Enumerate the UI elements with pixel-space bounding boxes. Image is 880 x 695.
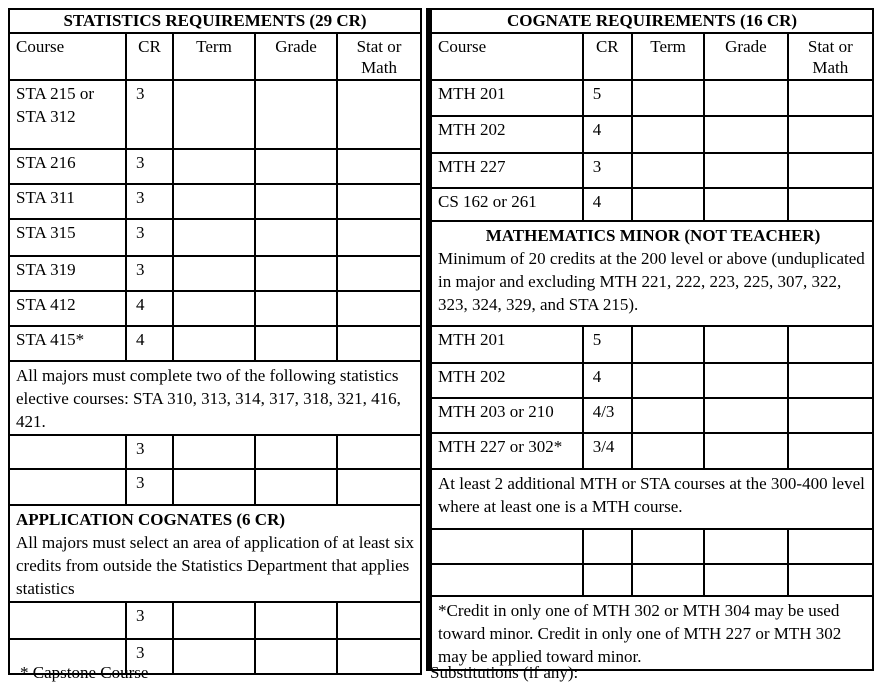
term-cell xyxy=(632,398,704,433)
course-row xyxy=(9,149,421,184)
cr-cell: 3/4 xyxy=(583,433,632,469)
grade-cell xyxy=(255,256,337,291)
term-cell xyxy=(173,639,255,674)
elective-row xyxy=(9,435,421,469)
course-row xyxy=(9,291,421,326)
stat-or-math-cell xyxy=(337,639,421,674)
cr-cell xyxy=(583,529,632,564)
statistics-requirements-table xyxy=(8,8,422,675)
cr-column-header: CR xyxy=(126,33,173,80)
grade-cell xyxy=(255,184,337,219)
course-cell: MTH 202 xyxy=(429,363,583,398)
mathematics-minor-body: Minimum of 20 credits at the 200 level or above (unduplicated in major and excluding MTH 221, 222, 223, 225, 307, 322, 323, 324, 329, and STA 215). xyxy=(438,249,865,314)
stat-or-math-cell xyxy=(337,184,421,219)
cr-cell: 3 xyxy=(126,256,173,291)
cr-cell: 3 xyxy=(126,149,173,184)
cr-cell: 3 xyxy=(126,435,173,469)
course-cell xyxy=(9,602,126,639)
stat-or-math-cell xyxy=(337,602,421,639)
grade-cell xyxy=(255,602,337,639)
course-cell: STA 311 xyxy=(9,184,126,219)
stat-or-math-cell xyxy=(337,256,421,291)
grade-cell xyxy=(704,363,787,398)
course-row xyxy=(9,256,421,291)
capstone-footnote: * Capstone Course xyxy=(20,663,149,682)
cr-column-header: CR xyxy=(583,33,632,80)
term-cell xyxy=(173,326,255,361)
course-row xyxy=(9,184,421,219)
course-row xyxy=(429,116,873,153)
grade-cell xyxy=(255,149,337,184)
stat-or-math-cell xyxy=(788,116,873,153)
stat-or-math-cell xyxy=(788,529,873,564)
term-cell xyxy=(173,469,255,505)
cr-cell: 5 xyxy=(583,80,632,116)
stat-or-math-cell xyxy=(788,188,873,221)
term-cell xyxy=(173,256,255,291)
grade-cell xyxy=(255,639,337,674)
cr-cell: 3 xyxy=(126,219,173,256)
grade-column-header: Grade xyxy=(704,33,787,80)
term-cell xyxy=(632,363,704,398)
term-column-header: Term xyxy=(632,33,704,80)
application-row xyxy=(9,602,421,639)
term-cell xyxy=(173,219,255,256)
course-row xyxy=(429,153,873,188)
cr-cell: 4 xyxy=(583,116,632,153)
cr-cell: 4 xyxy=(126,291,173,326)
stat-or-math-cell xyxy=(788,326,873,363)
substitutions-label: Substitutions (if any): xyxy=(430,663,579,682)
course-row xyxy=(9,80,421,149)
mathematics-minor-title: MATHEMATICS MINOR (NOT TEACHER) xyxy=(485,226,821,245)
course-cell: STA 415* xyxy=(9,326,126,361)
course-row xyxy=(429,398,873,433)
grade-cell xyxy=(255,435,337,469)
course-column-header: Course xyxy=(429,33,583,80)
grade-cell xyxy=(255,291,337,326)
stat-or-math-cell xyxy=(337,219,421,256)
blank-row xyxy=(429,529,873,564)
term-cell xyxy=(173,291,255,326)
stat-or-math-cell xyxy=(788,363,873,398)
grade-cell xyxy=(704,326,787,363)
cr-cell xyxy=(583,564,632,596)
course-cell: STA 412 xyxy=(9,291,126,326)
cr-cell: 5 xyxy=(583,326,632,363)
term-cell xyxy=(632,564,704,596)
course-cell: MTH 227 xyxy=(429,153,583,188)
term-cell xyxy=(632,529,704,564)
cr-cell: 3 xyxy=(126,80,173,149)
cr-cell: 3 xyxy=(126,639,173,674)
grade-cell xyxy=(704,529,787,564)
course-cell: STA 215 or STA 312 xyxy=(9,80,126,149)
application-cognates-section xyxy=(9,505,421,602)
term-cell xyxy=(632,188,704,221)
course-cell: MTH 201 xyxy=(429,326,583,363)
stat-or-math-cell xyxy=(337,149,421,184)
grade-cell xyxy=(255,326,337,361)
grade-cell xyxy=(704,116,787,153)
course-row xyxy=(429,433,873,469)
course-cell: CS 162 or 261 xyxy=(429,188,583,221)
course-cell: STA 216 xyxy=(9,149,126,184)
term-cell xyxy=(173,80,255,149)
course-cell xyxy=(9,469,126,505)
stat-or-math-cell xyxy=(337,291,421,326)
course-cell: MTH 227 or 302* xyxy=(429,433,583,469)
cr-cell: 4 xyxy=(583,363,632,398)
cognate-requirements-table xyxy=(426,8,874,671)
stat-or-math-cell xyxy=(788,153,873,188)
course-row xyxy=(429,80,873,116)
term-cell xyxy=(173,149,255,184)
stat-or-math-cell xyxy=(788,398,873,433)
course-row xyxy=(429,363,873,398)
course-column-header: Course xyxy=(9,33,126,80)
application-cognates-body: All majors must select an area of application of at least six credits from outside the Statistics Department that applies statistics xyxy=(16,533,414,598)
blank-row xyxy=(429,564,873,596)
stat-or-math-cell xyxy=(788,433,873,469)
course-cell xyxy=(429,564,583,596)
course-cell: MTH 202 xyxy=(429,116,583,153)
course-row xyxy=(429,326,873,363)
grade-cell xyxy=(704,153,787,188)
stat-or-math-column-header: Stat or Math xyxy=(788,33,873,80)
stat-or-math-cell xyxy=(788,80,873,116)
cr-cell: 4/3 xyxy=(583,398,632,433)
term-cell xyxy=(173,602,255,639)
stat-or-math-column-header: Stat or Math xyxy=(337,33,421,80)
stat-or-math-cell xyxy=(337,80,421,149)
grade-cell xyxy=(704,433,787,469)
application-cognates-title: APPLICATION COGNATES (6 CR) xyxy=(16,510,286,529)
credit-restriction-note: *Credit in only one of MTH 302 or MTH 304 may be used toward minor. Credit in only one of MTH 227 or MTH 302 may be applied toward minor. xyxy=(429,596,873,670)
term-cell xyxy=(632,116,704,153)
term-cell xyxy=(632,326,704,363)
cr-cell: 4 xyxy=(583,188,632,221)
term-cell xyxy=(632,80,704,116)
stat-or-math-cell xyxy=(337,469,421,505)
grade-cell xyxy=(704,398,787,433)
term-column-header: Term xyxy=(173,33,255,80)
term-cell xyxy=(632,153,704,188)
stat-or-math-cell xyxy=(337,435,421,469)
grade-cell xyxy=(255,219,337,256)
cr-cell: 3 xyxy=(583,153,632,188)
cr-cell: 3 xyxy=(126,469,173,505)
stat-or-math-cell xyxy=(788,564,873,596)
cognate-requirements-header: COGNATE REQUIREMENTS (16 CR) xyxy=(429,9,873,33)
mathematics-minor-section xyxy=(429,221,873,326)
tables-container xyxy=(8,8,874,675)
grade-cell xyxy=(255,80,337,149)
grade-column-header: Grade xyxy=(255,33,337,80)
course-cell: STA 319 xyxy=(9,256,126,291)
term-cell xyxy=(632,433,704,469)
grade-cell xyxy=(255,469,337,505)
course-cell xyxy=(9,435,126,469)
stat-or-math-cell xyxy=(337,326,421,361)
term-cell xyxy=(173,435,255,469)
cr-cell: 3 xyxy=(126,602,173,639)
course-row xyxy=(9,219,421,256)
course-cell xyxy=(429,529,583,564)
course-cell: MTH 201 xyxy=(429,80,583,116)
grade-cell xyxy=(704,564,787,596)
statistics-requirements-header: STATISTICS REQUIREMENTS (29 CR) xyxy=(9,9,421,33)
cr-cell: 3 xyxy=(126,184,173,219)
cr-cell: 4 xyxy=(126,326,173,361)
grade-cell xyxy=(704,188,787,221)
additional-courses-note: At least 2 additional MTH or STA courses at the 300-400 level where at least one is a MTH course. xyxy=(429,469,873,529)
course-cell: MTH 203 or 210 xyxy=(429,398,583,433)
course-row xyxy=(429,188,873,221)
electives-note: All majors must complete two of the following statistics elective courses: STA 310, 313, 314, 317, 318, 321, 416, 421. xyxy=(9,361,421,435)
course-row xyxy=(9,326,421,361)
term-cell xyxy=(173,184,255,219)
grade-cell xyxy=(704,80,787,116)
course-cell: STA 315 xyxy=(9,219,126,256)
elective-row xyxy=(9,469,421,505)
